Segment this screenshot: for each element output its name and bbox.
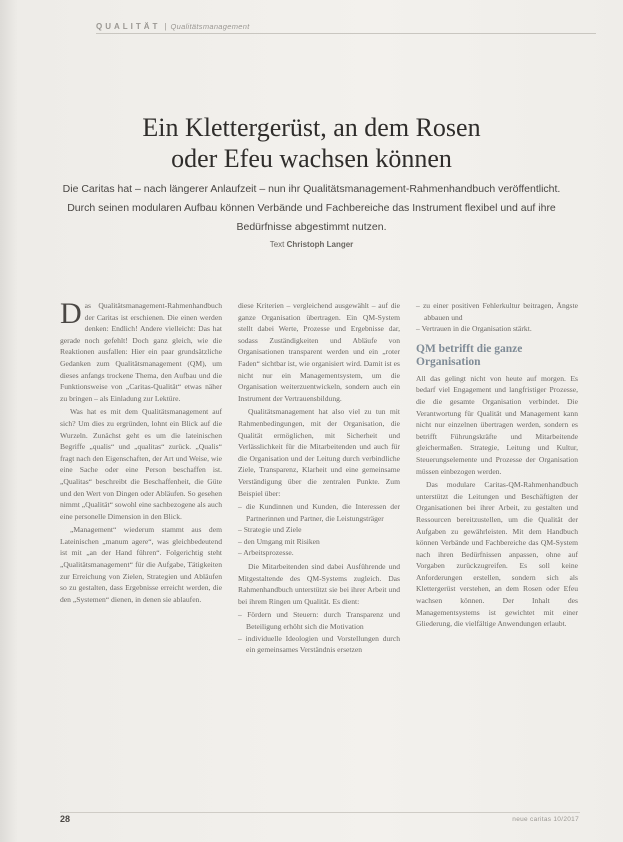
title-line-1: Ein Klettergerüst, an dem Rosen [142,113,481,142]
article-lead: Die Caritas hat – nach längerer Anlaufzeit – nun ihr Qualitätsmanagement-Rahmenhandbuch veröffentlicht. Durch seinen modularen Aufbau können Verbände und Fachbereiche das Instrument flexibel und auf ihre Bedürfnisse abgestimmt nutzen. [62,183,561,233]
drop-cap: D [60,297,82,330]
list-item: – den Umgang mit Risiken [238,536,400,548]
page-number: 28 [60,814,71,824]
paragraph: Qualitätsmanagement hat also viel zu tun mit Rahmenbedingungen, mit der Organisation, die Qualität ermöglichen, mit Sicherheit und Verlässlichkeit für die Mitarbeitenden und auch für die Organisation und der Leitung durch verbindliche Ziele, Transparenz, Klarheit und eine gemeinsame Verständigung über die zentralen Punkte. Zum Beispiel über: [238,407,400,498]
column-1 [60,297,222,607]
paragraph-text: as Qualitätsmanagement-Rahmenhandbuch der Caritas ist erschienen. Die einen werden denken: Endlich! Andere vielleicht: Das hat gerade noch gefehlt! Doch ganz gleich, wie die Reaktionen ausfallen: Hier ein paar grundsätzliche Gedanken zum Qualitätsmanagement (QM), um dieses anfangs trockene Thema, den Aufbau und die Funktionsweise von „Caritas-Qualität“ etwas näher zu bringen – als Einladung zur Lektüre. [60,301,222,403]
paragraph: Was hat es mit dem Qualitätsmanagement auf sich? Um dies zu ergründen, lohnt ein Blick auf die Wurzeln. Zunächst geht es um die lateinischen Begriffe „qualis“ und „qualitas“ zurück. „Qualis“ fragt nach den Eigenschaften, der Art und Weise, wie eine Sache oder eine Person beschaffen ist. „Qualitas“ beschreibt die Beschaffenheit, die Güte und den Wert von Dingen oder Abläufen. So gesehen nimmt „Qualität“ sowohl eine sachbezogene als auch eine personelle Dimension in den Blick. [60,407,222,521]
list-item: – zu einer positiven Fehlerkultur beitragen, Ängste abbauen und [416,300,578,323]
list-item: – individuelle Ideologien und Vorstellungen durch ein gemeinsames Verständnis ersetzen [238,633,400,656]
header-rule [96,33,596,34]
paragraph: All das gelingt nicht von heute auf morgen. Es bedarf viel Engagement und langfristiger Prozesse, die die gesamte Organisation verbindet. Die Verantwortung für Qualität und Management kann nicht nur einzelnen übertragen werden, sondern es betrifft Führungskräfte und Mitarbeitende gleichermaßen. Strategie, Leitung und Kultur, Steuerungselemente und Prozesse der Organisation müssen einbezogen werden. [416,373,578,476]
byline-author: Christoph Langer [286,240,354,249]
paragraph [60,297,222,404]
section-subhead: QM betrifft die ganze Organisation [416,342,523,368]
list-item: – Strategie und Ziele [238,524,400,536]
paragraph: Das modulare Caritas-QM-Rahmenhandbuch unterstützt die Leitungen und Beschäftigten der Organisationen bei ihrer Arbeit, zu gestalten und Ressourcen bereitzustellen, um die Qualität der Aufgaben zu gewährleisten. Mit dem Handbuch können Verbände und Fachbereiche das QM-System nach ihren Bedürfnissen anpassen, ohne auf Vorgaben zurückzugreifen. Es soll keine Anforderungen erstellen, sondern sich als Klettergerüst verstehen, an dem Rosen oder Efeu wachsen können. Der Inhalt des Managementsystems ist gewichtet mit einer Gliederung, die vielfältige Anwendungen erlaubt. [416,480,578,629]
byline-prefix: Text [269,240,285,249]
list-item: – Fördern und Steuern: durch Transparenz und Beteiligung erhöht sich die Motivation [238,609,400,632]
bullet-list [238,609,400,655]
list-item: – die Kundinnen und Kunden, die Interessen der Partnerinnen und Partner, die Leistungsträger [238,501,400,524]
list-item: – Vertrauen in die Organisation stärkt. [416,323,578,335]
paragraph: Die Mitarbeitenden sind dabei Ausführende und Mitgestaltende des QM-Systems zugleich. Das Rahmenhandbuch unterstützt sie bei ihrer Arbeit und bei ihrem Ringen um Qualität. Es dient: [238,562,400,606]
page-header [96,22,250,31]
title-line-2: oder Efeu wachsen können [171,144,452,173]
column-3 [416,300,578,632]
article-title [60,112,563,174]
bullet-list [238,501,400,559]
byline [0,240,623,249]
paragraph: „Management“ wiederum stammt aus dem Lateinischen „manum agere“, was gleichbedeutend ist mit „an der Hand führen“. Folgerichtig steht „Qualitätsmanagement“ für die Aufgabe, Tätigkeiten zur Erreichung von Zielen, Strategien und Abläufen so zu gestalten, dass Ergebnisse erreicht werden, die den „Systemen“ dienen, in denen sie ablaufen. [60,525,222,604]
list-item: – Arbeitsprozesse. [238,547,400,559]
header-section: Qualitätsmanagement [170,22,250,31]
magazine-name: neue caritas 10/2017 [512,816,579,823]
column-2 [238,300,400,658]
article-body [60,297,580,820]
footer-rule [60,812,580,813]
header-rubric: QUALITÄT [96,22,161,31]
paragraph: diese Kriterien – vergleichend ausgewählt – auf die ganze Organisation übertragen. Ein QM-System stellt dabei Werte, Prozesse und Ergebnisse dar, sodass Zuständigkeiten und Abläufe von Organisationen transparent werden und ein „roter Faden“ sichtbar ist, wie organisiert wird. Damit ist es nicht nur ein Managementsystem, um die Organisation weiterzuentwickeln, sondern auch ein Instrument der Vertrauensbildung. [238,301,400,403]
header-separator: | [164,22,167,31]
bullet-list [416,300,578,335]
